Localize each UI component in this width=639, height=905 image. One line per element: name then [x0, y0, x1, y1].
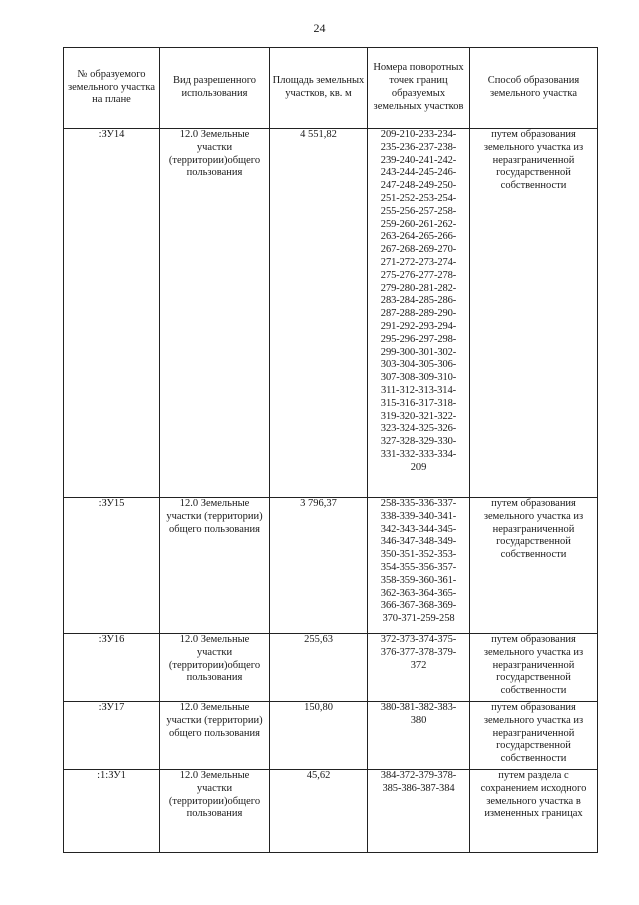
plot-area: 45,62 — [270, 770, 368, 853]
permitted-use: 12.0 Земельные участки (территории)общего пользования — [160, 770, 270, 853]
table-row — [64, 770, 598, 853]
plot-number: :ЗУ16 — [64, 634, 160, 702]
table-header-row — [64, 48, 598, 129]
header-formation-method: Способ образования земельного участка — [470, 48, 598, 129]
formation-method: путем образования земельного участка из неразграниченной государственной собственности — [470, 129, 598, 498]
permitted-use: 12.0 Земельные участки (территории)общего пользования — [160, 129, 270, 498]
boundary-points: 384-372-379-378- 385-386-387-384 — [368, 770, 470, 853]
table-row — [64, 634, 598, 702]
plot-number: :ЗУ14 — [64, 129, 160, 498]
plot-area: 255,63 — [270, 634, 368, 702]
page-number: 24 — [313, 21, 326, 35]
formation-method: путем образования земельного участка из неразграниченной государственной собственности — [470, 498, 598, 634]
boundary-points: 209-210-233-234- 235-236-237-238- 239-240-241-242- 243-244-245-246- 247-248-249-250- 251-252-253-254- 255-256-257-258- 259-260-261-262- 263-264-265-266- 267-268-269-270- 271-272-273-274- 275-276-277-278- 279-280-281-282- 283-284-285-286- 287-288-289-290- 291-292-293-294- 295-296-297-298- 299-300-301-302- 303-304-305-306- 307-308-309-310- 311-312-313-314- 315-316-317-318- 319-320-321-322- 323-324-325-326- 327-328-329-330- 331-332-333-334- 209 — [368, 129, 470, 498]
boundary-points: 372-373-374-375- 376-377-378-379- 372 — [368, 634, 470, 702]
plot-number: :ЗУ17 — [64, 702, 160, 770]
plot-number: :1:ЗУ1 — [64, 770, 160, 853]
plot-area: 3 796,37 — [270, 498, 368, 634]
table-row — [64, 129, 598, 498]
boundary-points: 258-335-336-337- 338-339-340-341- 342-343-344-345- 346-347-348-349- 350-351-352-353- 354-355-356-357- 358-359-360-361- 362-363-364-365- 366-367-368-369- 370-371-259-258 — [368, 498, 470, 634]
plot-area: 4 551,82 — [270, 129, 368, 498]
formation-method: путем раздела с сохранением исходного земельного участка в измененных границах — [470, 770, 598, 853]
permitted-use: 12.0 Земельные участки (территории) общего пользования — [160, 498, 270, 634]
table-row — [64, 498, 598, 634]
formation-method: путем образования земельного участка из неразграниченной государственной собственности — [470, 634, 598, 702]
boundary-points: 380-381-382-383- 380 — [368, 702, 470, 770]
permitted-use: 12.0 Земельные участки (территории) общего пользования — [160, 702, 270, 770]
header-permitted-use: Вид разрешенного использования — [160, 48, 270, 129]
table-row — [64, 702, 598, 770]
permitted-use: 12.0 Земельные участки (территории)общего пользования — [160, 634, 270, 702]
header-plot-number: № образуемого земельного участка на плане — [64, 48, 160, 129]
plot-number: :ЗУ15 — [64, 498, 160, 634]
header-area: Площадь земельных участков, кв. м — [270, 48, 368, 129]
land-plots-table — [63, 47, 598, 853]
plot-area: 150,80 — [270, 702, 368, 770]
header-boundary-points: Номера поворотных точек границ образуемых земельных участков — [368, 48, 470, 129]
formation-method: путем образования земельного участка из неразграниченной государственной собственности — [470, 702, 598, 770]
